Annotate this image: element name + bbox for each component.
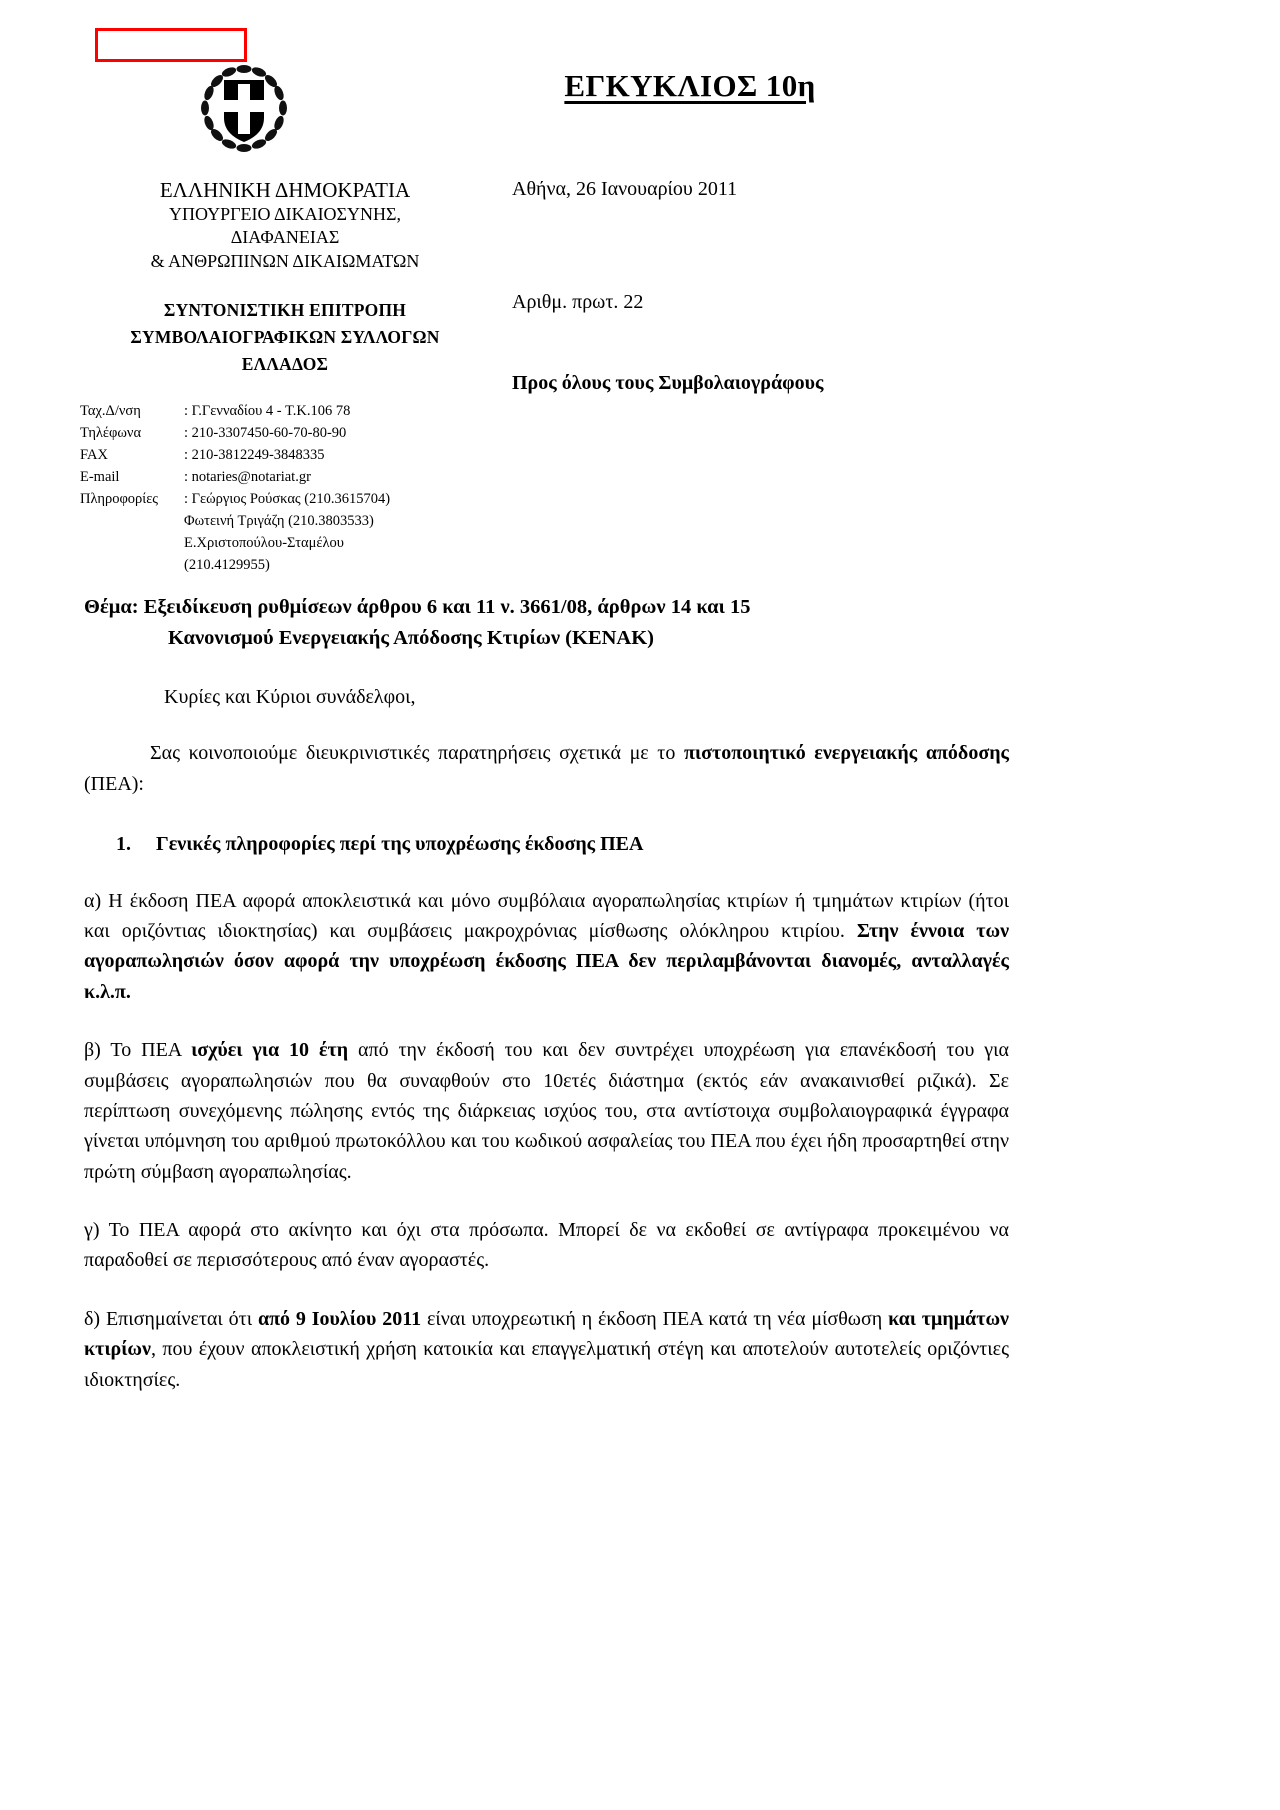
contact-fax-value: : 210-3812249-3848335	[184, 447, 325, 464]
paragraph-alpha-bold-1: Στην έννοια των αγοραπωλησιών όσον αφορά την υποχρέωση έκδοσης ΠΕΑ δεν περιλαμβάνονται διανομές, ανταλλαγές κ.λ.π.	[84, 919, 1010, 1003]
letterhead-republic: ΕΛΛΗΝΙΚΗ ΔΗΜΟΚΡΑΤΙΑ	[159, 178, 411, 202]
contact-email-row	[80, 466, 520, 488]
subject-heading	[84, 592, 1084, 654]
paragraph-beta	[84, 1035, 1009, 1187]
intro-paragraph	[84, 738, 1009, 799]
letterhead-ministry-line3: & ΑΝΘΡΩΠΙΝΩΝ ΔΙΚΑΙΩΜΑΤΩΝ	[150, 250, 420, 271]
letterhead-ministry-line1: ΥΠΟΥΡΓΕΙΟ ΔΙΚΑΙΟΣΥΝΗΣ,	[168, 203, 402, 224]
contact-info-label: Πληροφορίες	[80, 491, 159, 508]
contact-email-value: : notaries@notariat.gr	[184, 469, 311, 486]
document-date: Αθήνα, 26 Ιανουαρίου 2011	[512, 178, 738, 200]
salutation: Κυρίες και Κύριοι συνάδελφοι,	[164, 686, 416, 708]
section-1-title: Γενικές πληροφορίες περί της υποχρέωσης έκδοσης ΠΕΑ	[156, 833, 644, 856]
contact-address-label: Ταχ.Δ/νση	[80, 403, 141, 419]
contact-phones-row	[80, 422, 520, 444]
page-title	[430, 68, 950, 104]
paragraph-delta-text-3: , που έχουν αποκλειστική χρήση κατοικία και επαγγελματική στέγη και αποτελούν αυτοτελείς οριζόντιες ιδιοκτησίες.	[84, 1338, 1009, 1391]
paragraph-delta-text-1: δ) Επισημαίνεται ότι	[84, 1307, 258, 1330]
contact-info-row-2	[80, 510, 520, 532]
paragraph-alpha-text-1: α) Η έκδοση ΠΕΑ αφορά αποκλειστικά και μόνο συμβόλαια αγοραπωλησίας κτιρίων ή τμημάτων κτιρίων (ήτοι και οριζόντιας ιδιοκτησίας) και συμβάσεις μακροχρόνιας μίσθωσης ολόκληρου κτιρίου.	[84, 889, 1009, 942]
protocol-number: Αριθμ. πρωτ. 22	[512, 291, 644, 313]
contact-info-value: : Γεώργιος Ρούσκας (210.3615704)	[184, 491, 391, 508]
letterhead-committee-line1: ΣΥΝΤΟΝΙΣΤΙΚΗ ΕΠΙΤΡΟΠΗ	[163, 299, 407, 320]
paragraph-beta-text-2: από την έκδοσή του και δεν συντρέχει υποχρέωση για επανέκδοσή του για συμβάσεις αγοραπωλησιών που θα συναφθούν στο 10ετές διάστημα (εκτός εάν ανακαινισθεί ριζικά). Σε περίπτωση συνεχόμενης πώλησης εντός της διάρκειας ισχύος του, στα αντίστοιχα συμβολαιογραφικά έγγραφα γίνεται υπόμνηση του αριθμού πρωτοκόλλου και του κωδικού ασφαλείας του ΠΕΑ που έχει ήδη προσαρτηθεί στην πρώτη σύμβαση αγοραπωλησίας.	[84, 1039, 1009, 1183]
contact-info-row	[80, 488, 520, 510]
subject-line-2: Κανονισμού Ενεργειακής Απόδοσης Κτιρίων (ΚΕΝΑΚ)	[168, 626, 654, 649]
intro-bold-term: πιστοποιητικό ενεργειακής απόδοσης	[683, 742, 1009, 765]
contact-address-value: : Γ.Γενναδίου 4 - Τ.Κ.106 78	[184, 403, 351, 419]
paragraph-beta-text-1: β) Το ΠΕΑ	[84, 1039, 192, 1062]
contact-info-row-4	[80, 554, 520, 576]
contact-block	[80, 400, 520, 576]
contact-info-line3: Ε.Χριστοπούλου-Σταμέλου	[184, 535, 344, 552]
contact-info-line2: Φωτεινή Τριγάζη (210.3803533)	[184, 513, 374, 530]
intro-text-2: (ΠΕΑ):	[84, 772, 144, 795]
contact-email-label: E-mail	[80, 469, 120, 486]
paragraph-beta-bold-1: ισχύει για 10 έτη	[191, 1039, 349, 1062]
paragraph-delta-text-2: είναι υποχρεωτική η έκδοση ΠΕΑ κατά τη νέα μίσθωση	[421, 1307, 889, 1330]
paragraph-gamma: γ) Το ΠΕΑ αφορά στο ακίνητο και όχι στα πρόσωπα. Μπορεί δε να εκδοθεί σε αντίγραφα προκειμένου να παραδοθεί σε περισσότερους από έναν αγοραστές.	[84, 1219, 1009, 1272]
contact-address-row	[80, 400, 520, 422]
letterhead-ministry-line2: ΔΙΑΦΑΝΕΙΑΣ	[230, 227, 340, 248]
letterhead-committee-line3: ΕΛΛΑΔΟΣ	[241, 354, 329, 375]
contact-phones-label: Τηλέφωνα	[80, 425, 142, 442]
paragraph-delta	[84, 1304, 1009, 1395]
intro-text-1: Σας κοινοποιούμε διευκρινιστικές παρατηρήσεις σχετικά με το	[150, 742, 684, 765]
paragraph-alpha	[84, 886, 1009, 1008]
paragraph-delta-bold-1: από 9 Ιουλίου 2011	[257, 1307, 422, 1330]
contact-info-row-3	[80, 532, 520, 554]
contact-fax-row	[80, 444, 520, 466]
page-title-text: ΕΓΚΥΚΛΙΟΣ 10η	[564, 68, 816, 103]
section-1-heading	[84, 829, 1009, 859]
red-annotation-box	[95, 28, 247, 62]
subject-line-1: Θέμα: Εξειδίκευση ρυθμίσεων άρθρου 6 και 11 ν. 3661/08, άρθρων 14 και 15	[84, 596, 751, 618]
contact-phones-value: : 210-3307450-60-70-80-90	[184, 425, 347, 442]
coat-of-arms-icon	[198, 62, 290, 154]
letterhead-committee-line2: ΣΥΜΒΟΛΑΙΟΓΡΑΦΙΚΩΝ ΣΥΛΛΟΓΩΝ	[130, 327, 440, 348]
contact-info-line4: (210.4129955)	[184, 557, 270, 574]
paragraph-delta-bold-2: και τμημάτων κτιρίων	[84, 1307, 1009, 1361]
letterhead	[70, 178, 500, 378]
contact-fax-label: FAX	[80, 447, 108, 464]
section-1-number: 1.	[116, 833, 131, 856]
recipient-line: Προς όλους τους Συμβολαιογράφους	[512, 372, 824, 394]
document-body	[84, 682, 1009, 1395]
